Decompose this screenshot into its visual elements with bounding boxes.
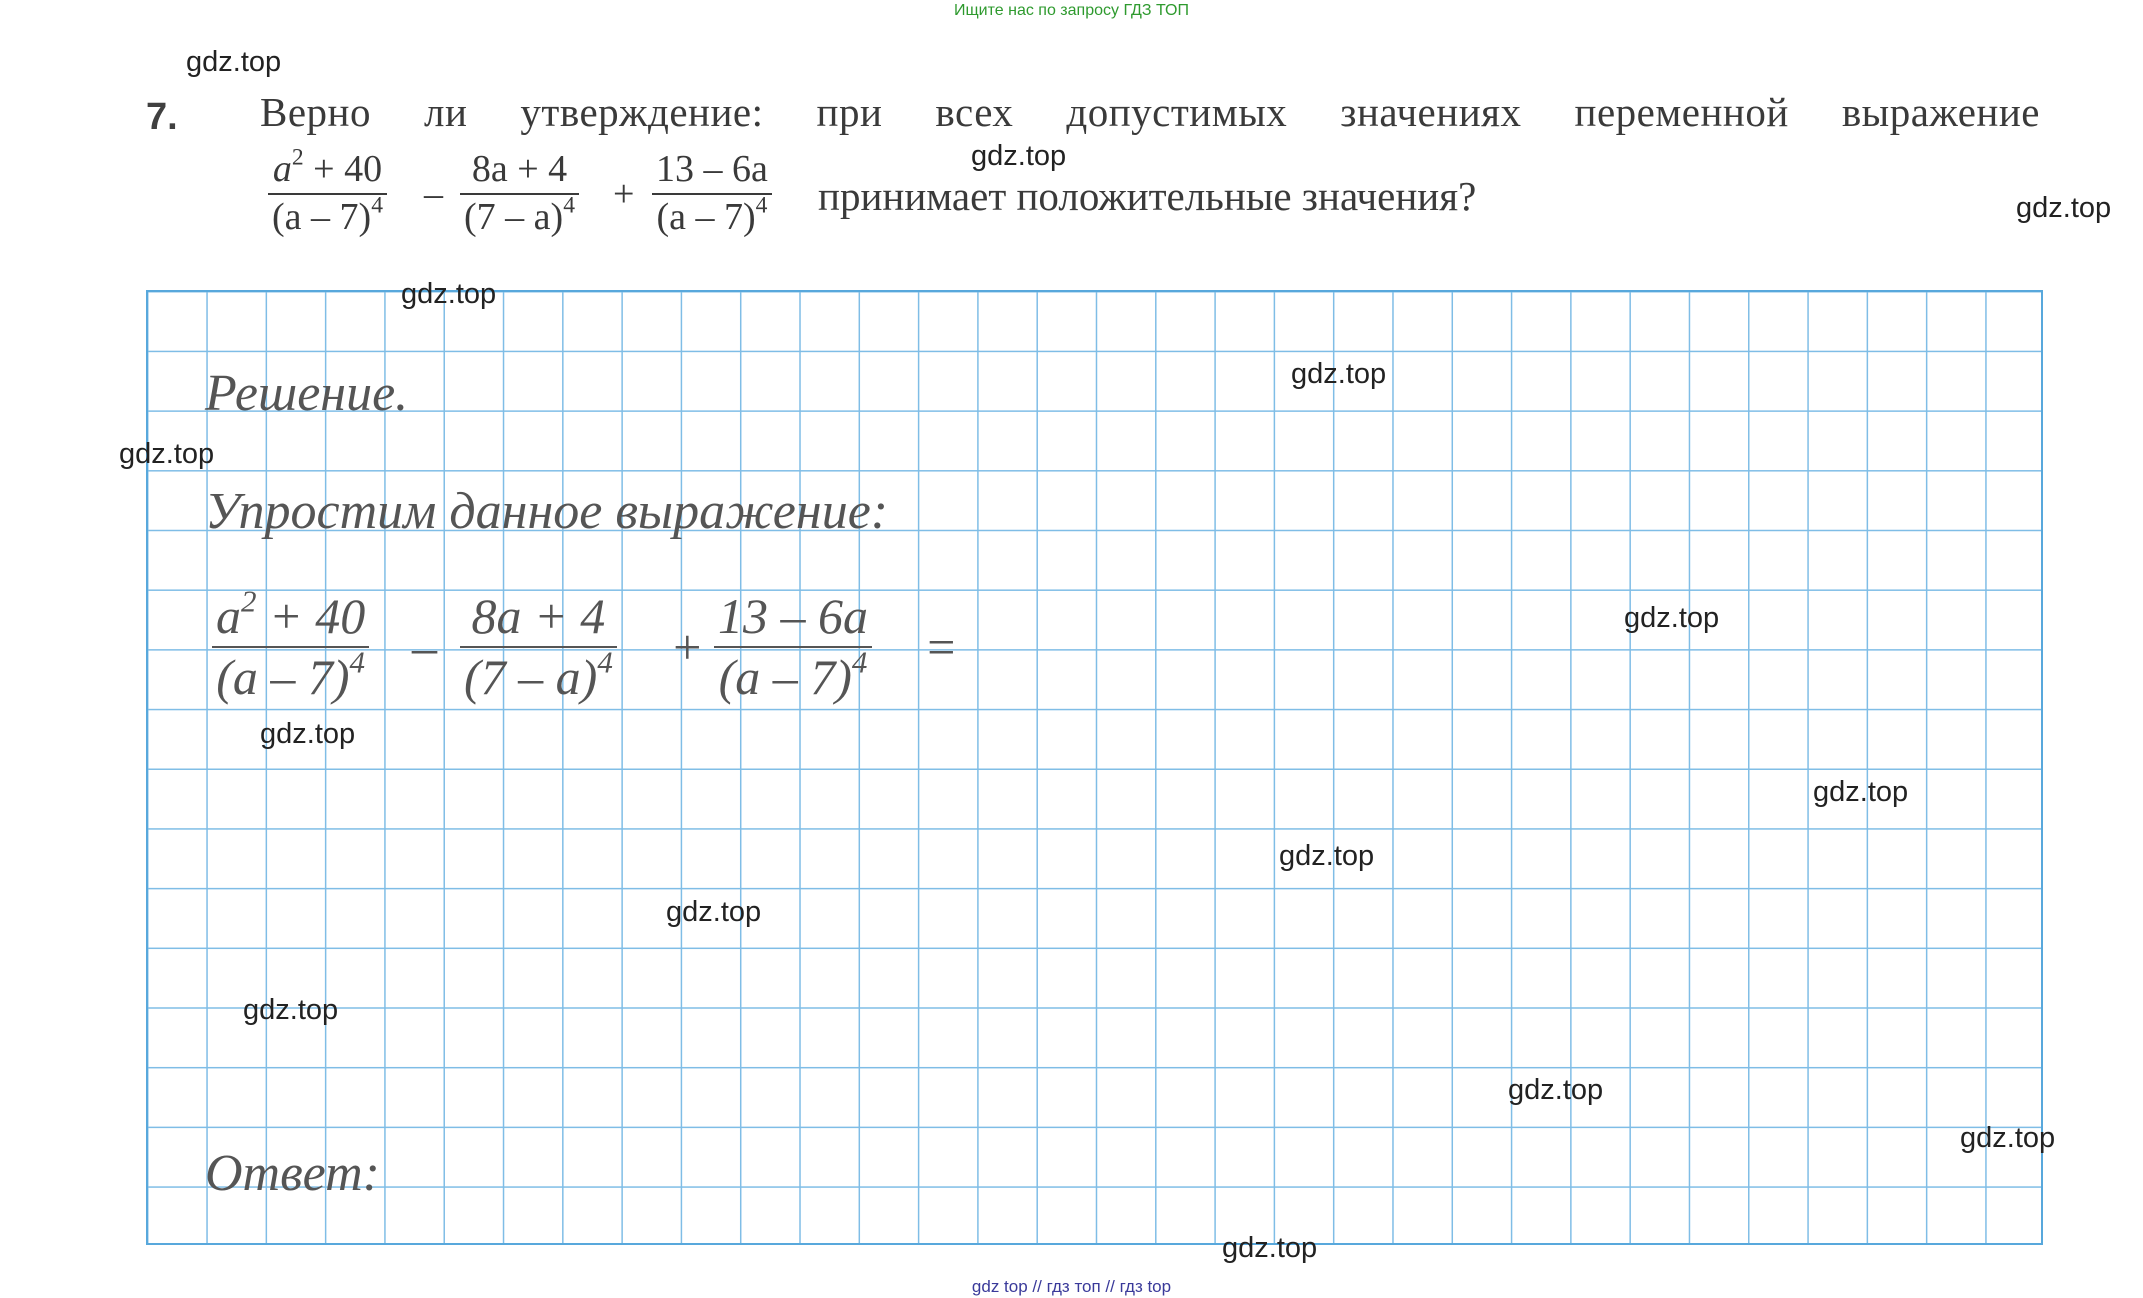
watermark: gdz.top — [1279, 840, 1375, 872]
solution-fraction-1-denominator: (a – 7) — [216, 648, 350, 705]
solution-heading: Решение. — [205, 365, 409, 422]
task-plus: + — [613, 173, 635, 215]
task-fraction-3-denominator: (a – 7) — [656, 195, 756, 238]
watermark: gdz.top — [260, 718, 356, 750]
task-text: Верно ли утверждение: при всех допустимых значениях переменной выражение — [260, 89, 2040, 135]
top-banner: Ищите нас по запросу ГДЗ ТОП — [954, 2, 1189, 19]
task-fraction-1-numerator: + 40 — [313, 148, 383, 190]
watermark: gdz.top — [401, 278, 497, 310]
task-fraction-1: $a^2 + 40$ (a – 7)$^4$ — [268, 150, 387, 238]
task-minus: – — [424, 173, 443, 215]
watermark: gdz.top — [1508, 1074, 1604, 1106]
task-fraction-2-denominator: (7 – a) — [464, 195, 564, 238]
task-tail-text: принимает положительные значения? — [818, 173, 1477, 219]
bottom-banner: gdz top // гдз топ // гдз top — [971, 1277, 1172, 1296]
task-fraction-3: 13 – 6a (a – 7)$^4$ — [652, 150, 772, 238]
watermark: gdz.top — [1291, 358, 1387, 390]
solution-fraction-3-denominator: (a – 7) — [718, 648, 852, 705]
solution-plus: + — [670, 619, 704, 675]
solution-fraction-2: 8a + 4 (7 – a)$^4$ — [460, 590, 617, 703]
answer-label: Ответ: — [205, 1145, 380, 1202]
task-number: 7. — [146, 96, 178, 138]
watermark: gdz.top — [971, 140, 1067, 172]
solution-fraction-3-numerator: 13 – 6a — [718, 588, 868, 644]
solution-fraction-1-numerator: + 40 — [269, 588, 366, 644]
solution-fraction-2-numerator: 8a + 4 — [471, 588, 606, 644]
task-fraction-2-numerator: 8a + 4 — [471, 148, 568, 190]
solution-minus: – — [412, 619, 437, 675]
watermark: gdz.top — [1624, 602, 1720, 634]
grid-paper — [146, 290, 2043, 1245]
watermark: gdz.top — [243, 994, 339, 1026]
task-fraction-1-denominator: (a – 7) — [272, 195, 372, 238]
task-fraction-2: 8a + 4 (7 – a)$^4$ — [460, 150, 579, 238]
watermark: gdz.top — [666, 896, 762, 928]
watermark: gdz.top — [1960, 1122, 2056, 1154]
task-fraction-3-numerator: 13 – 6a — [656, 148, 768, 190]
solution-fraction-2-denominator: (7 – a) — [464, 648, 598, 705]
watermark: gdz.top — [186, 46, 282, 78]
solution-fraction-3: 13 – 6a (a – 7)$^4$ — [714, 590, 872, 703]
solution-fraction-1: $a^2 + 40$ (a – 7)$^4$ — [212, 590, 369, 703]
solution-step: Упростим данное выражение: — [205, 483, 889, 540]
watermark: gdz.top — [1222, 1232, 1318, 1264]
watermark: gdz.top — [1813, 776, 1909, 808]
watermark: gdz.top — [2016, 192, 2112, 224]
solution-equals: = — [924, 619, 958, 675]
watermark: gdz.top — [119, 438, 215, 470]
